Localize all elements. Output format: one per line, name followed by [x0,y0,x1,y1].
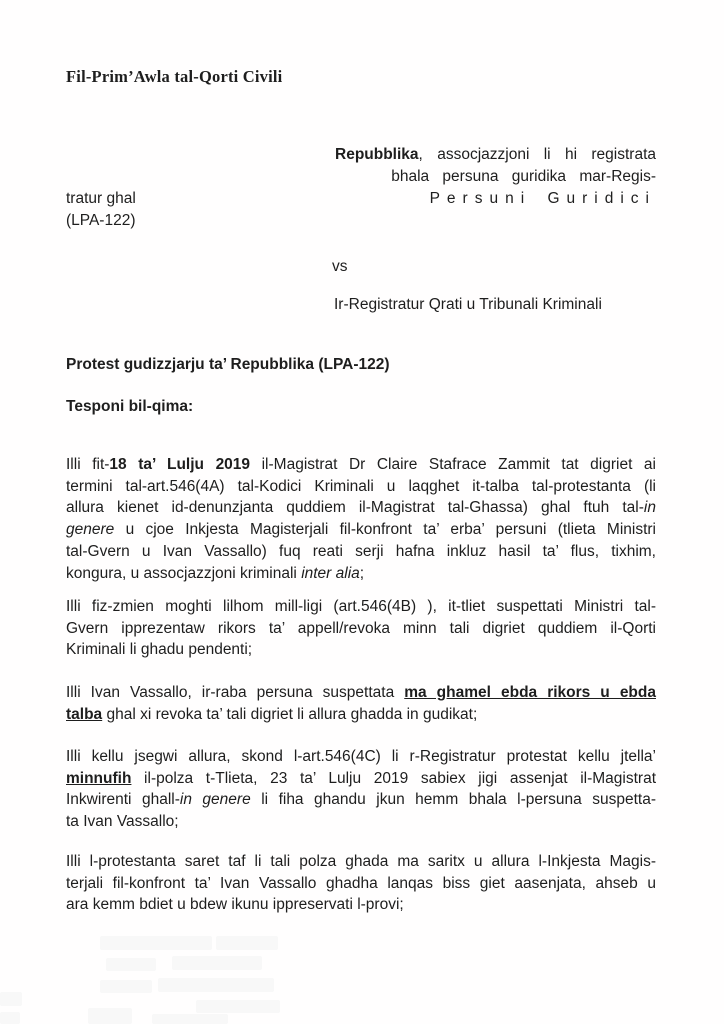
text-line [66,894,656,916]
text-line [66,851,656,873]
text-line [66,596,656,618]
text-segment: ta Ivan Vassallo; [66,813,179,831]
text-line [66,618,656,640]
plaintiff-line-2: bhala persuna guridika mar-Regis- [391,168,656,185]
court-heading: Fil-Prim’Awla tal-Qorti Civili [66,67,283,86]
text-segment: ma ghamel ebda rikors u ebda [404,684,656,701]
text-line [66,768,656,790]
text-segment: li fiha ghandu jkun hemm bhala l-persuna suspetta- [250,791,657,809]
plaintiff-registration-number: (LPA-122) [66,212,136,229]
text-segment: Illi fiz-zmien moghti lilhom mill-ligi (art.546(4B) ), it-tliet suspettati Ministri tal- [66,598,656,615]
paragraph-1 [66,454,656,584]
text-line [66,476,656,498]
text-line [66,497,656,519]
text-segment: termini tal-art.546(4A) tal-Kodici Kriminali u laqghet it-talba tal-protestanta (li [66,477,656,495]
scan-artifact [152,1014,228,1024]
text-segment: Illi Ivan Vassallo, ir-raba persuna suspettata [66,684,405,701]
document-title: Protest gudizzjarju ta’ Repubblika (LPA-122) [66,356,390,373]
text-segment: in genere [179,791,251,809]
text-segment: Kriminali li ghadu pendenti; [66,641,253,659]
text-segment: terjali fil-konfront ta’ Ivan Vassallo ghadha lanqas biss giet aasenjata, ahseb u [66,874,656,892]
scan-artifact [158,978,274,992]
text-line [66,746,656,768]
text-segment: il-polza t-Tlieta, 23 ta’ Lulju 2019 sabiex jigi assenjat il-Magistrat [131,769,656,787]
text-segment: il-Magistrat Dr Claire Stafrace Zammit tat digriet ai [250,456,656,473]
text-segment: genere [66,521,115,539]
text-segment: minnufih [66,769,132,787]
text-line [66,704,656,726]
text-line [66,541,656,563]
plaintiff-line-3 [66,188,656,210]
scan-artifact [100,980,152,993]
salutation: Tesponi bil-qima: [66,398,194,415]
paragraph-5 [66,851,656,916]
text-segment: Illi kellu jsegwi allura, skond l-art.546(4C) li r-Registratur protestat kellu jtella’ [66,748,656,765]
scan-artifact [0,992,22,1006]
text-segment: talba [66,705,103,723]
scan-artifact [216,936,278,950]
text-segment: Inkwirenti ghall- [66,791,180,809]
text-segment: Illi l-protestanta saret taf li tali polza ghada ma saritx u allura l-Inkjesta Magis- [66,853,656,870]
plaintiff-line-1 [335,144,656,166]
text-segment: ara kemm bdiet u bdew ikunu ippreservati l-provi; [66,896,404,914]
plaintiff-line-3-left: tratur ghal [66,190,136,207]
text-segment: allura kienet id-denunzjanta quddiem il-Magistrat tal-Ghassa) ghal ftuh tal- [66,499,644,517]
text-segment: u cjoe Inkjesta Magisterjali fil-konfront ta’ erba’ persuni (tlieta Ministri [114,521,656,539]
text-line [66,682,656,704]
scan-artifact [88,1008,132,1024]
paragraph-2 [66,596,656,661]
text-line [66,639,656,661]
text-line [66,454,656,476]
party-block [66,144,656,232]
scan-artifact [0,1012,20,1024]
scan-artifact [106,958,156,971]
versus-label: vs [332,258,348,275]
text-segment: ghal xi revoka ta’ tali digriet li allura ghadda in gudikat; [102,705,478,723]
text-line [66,563,656,585]
text-line [66,811,656,833]
text-line [66,519,656,541]
paragraph-3 [66,682,656,725]
paragraph-4 [66,746,656,833]
text-segment: in [643,499,656,517]
scan-artifact [100,936,212,950]
text-segment: inter alia [301,564,360,582]
scan-artifact [172,956,262,970]
text-segment: , assocjazzjoni li hi registrata [418,146,656,163]
text-segment: tal-Gvern u Ivan Vassallo) fuq reati serji hafna inkluz hasil ta’ flus, tixhim, [66,542,656,560]
text-segment: kongura, u assocjazzjoni kriminali [66,564,302,582]
text-line [66,873,656,895]
text-segment: 18 ta’ Lulju 2019 [109,456,251,473]
text-segment: Gvern ipprezentaw rikors ta’ appell/revoka minn tali digriet quddiem il-Qorti [66,619,656,637]
scan-artifact [196,1000,280,1013]
text-segment: Illi fit- [66,456,110,473]
text-segment: Repubblika [335,146,419,163]
text-segment: ; [359,564,365,582]
respondent-name: Ir-Registratur Qrati u Tribunali Kriminali [334,296,602,313]
plaintiff-line-3-right: Persuni Guridici [429,190,656,207]
text-line [66,789,656,811]
